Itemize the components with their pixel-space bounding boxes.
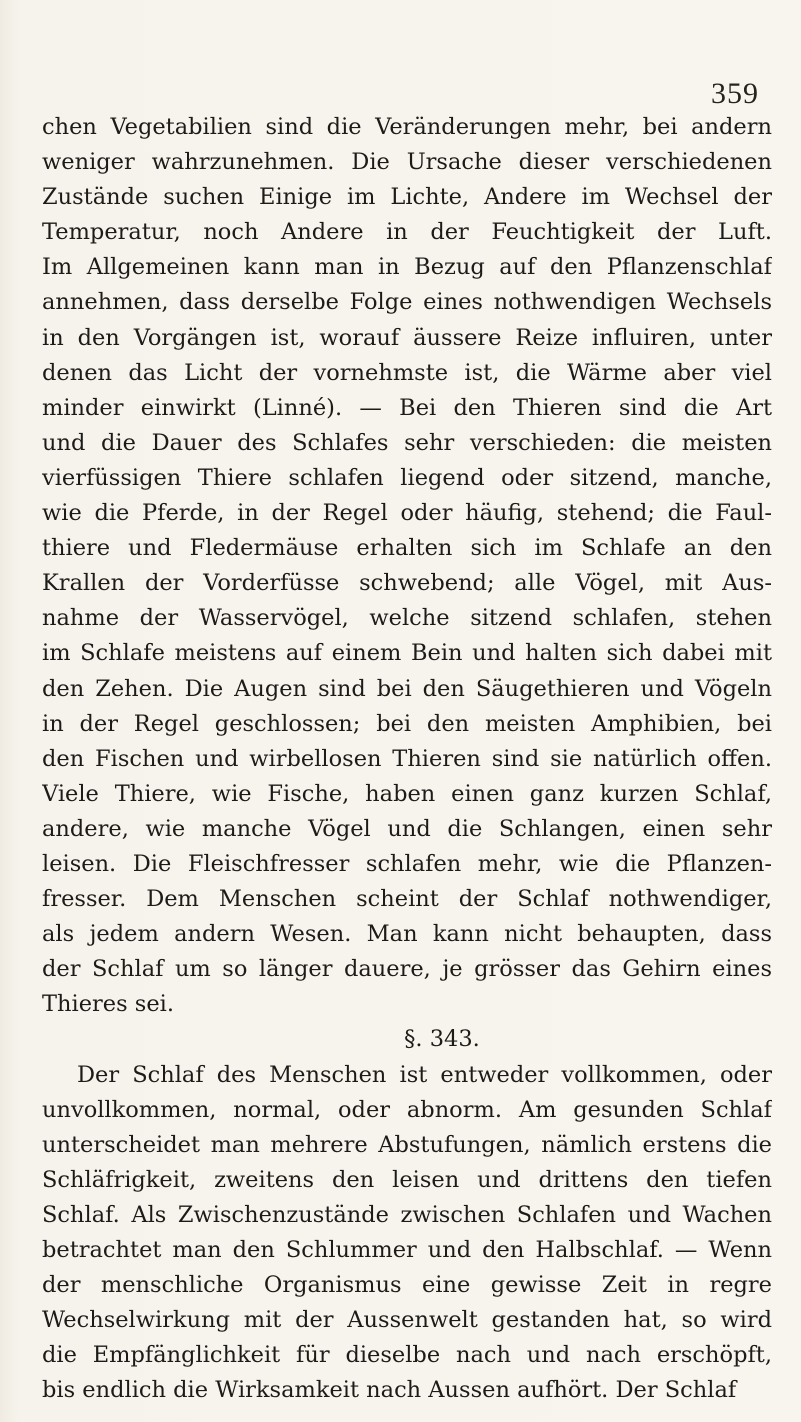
section-heading: §. 343.: [404, 1026, 480, 1053]
text-line: chen Vegetabilien sind die Veränderungen mehr, bei andern: [42, 114, 772, 140]
text-line: den Fischen und wirbellosen Thieren sind sie natürlich offen.: [42, 745, 772, 772]
text-line: wie die Pferde, in der Regel oder häufig, stehend; die Faul-: [42, 500, 772, 527]
text-line: Im Allgemeinen kann man in Bezug auf den Pflanzenschlaf: [42, 254, 772, 281]
body-text: [42, 110, 772, 1408]
text-line: weniger wahrzunehmen. Die Ursache dieser verschiedenen: [42, 149, 772, 176]
text-line: betrachtet man den Schlummer und den Halbschlaf. — Wenn: [42, 1237, 772, 1263]
text-line: Der Schlaf des Menschen ist entweder vollkommen, oder: [77, 1061, 772, 1088]
text-line: Viele Thiere, wie Fische, haben einen ganz kurzen Schlaf,: [42, 780, 772, 807]
text-line: der menschliche Organismus eine gewisse Zeit in regre: [42, 1272, 772, 1299]
text-line: vierfüssigen Thiere schlafen liegend oder sitzend, manche,: [42, 464, 772, 491]
text-line: den Zehen. Die Augen sind bei den Säugethieren und Vögeln: [42, 675, 772, 702]
text-line: im Schlafe meistens auf einem Bein und halten sich dabei mit: [42, 640, 772, 667]
text-line: Zustände suchen Einige im Lichte, Andere im Wechsel der: [42, 184, 772, 211]
text-line: Thieres sei.: [42, 991, 174, 1018]
text-line: Temperatur, noch Andere in der Feuchtigkeit der Luft.: [42, 219, 772, 246]
text-line: Wechselwirkung mit der Aussenwelt gestanden hat, so wird: [42, 1307, 772, 1334]
text-line: in der Regel geschlossen; bei den meisten Amphibien, bei: [42, 710, 772, 737]
text-line: thiere und Fledermäuse erhalten sich im Schlafe an den: [42, 535, 772, 562]
text-line: bis endlich die Wirksamkeit nach Aussen aufhört. Der Schlaf: [42, 1377, 737, 1404]
text-line: nahme der Wasservögel, welche sitzend schlafen, stehen: [42, 605, 772, 632]
text-line: Krallen der Vorderfüsse schwebend; alle Vögel, mit Aus-: [42, 570, 772, 597]
text-line: der Schlaf um so länger dauere, je grösser das Gehirn eines: [42, 956, 772, 983]
text-line: Schlaf. Als Zwischenzustände zwischen Schlafen und Wachen: [42, 1201, 772, 1228]
text-line: die Empfänglichkeit für dieselbe nach und nach erschöpft,: [42, 1342, 772, 1369]
text-line: als jedem andern Wesen. Man kann nicht behaupten, dass: [42, 921, 772, 948]
text-line: unvollkommen, normal, oder abnorm. Am gesunden Schlaf: [42, 1096, 772, 1123]
page-number: 359: [711, 77, 759, 110]
text-line: minder einwirkt (Linné). — Bei den Thieren sind die Art: [42, 394, 772, 421]
text-line: leisen. Die Fleischfresser schlafen mehr, wie die Pflanzen-: [42, 850, 772, 877]
text-line: annehmen, dass derselbe Folge eines nothwendigen Wechsels: [42, 289, 772, 316]
text-line: unterscheidet man mehrere Abstufungen, nämlich erstens die: [42, 1131, 772, 1158]
text-line: Schläfrigkeit, zweitens den leisen und drittens den tiefen: [42, 1166, 772, 1193]
text-line: und die Dauer des Schlafes sehr verschieden: die meisten: [42, 429, 772, 456]
text-line: fresser. Dem Menschen scheint der Schlaf nothwendiger,: [42, 886, 772, 913]
text-line: in den Vorgängen ist, worauf äussere Reize influiren, unter: [42, 324, 772, 351]
text-line: denen das Licht der vornehmste ist, die Wärme aber viel: [42, 359, 772, 386]
text-line: andere, wie manche Vögel und die Schlangen, einen sehr: [42, 815, 772, 842]
